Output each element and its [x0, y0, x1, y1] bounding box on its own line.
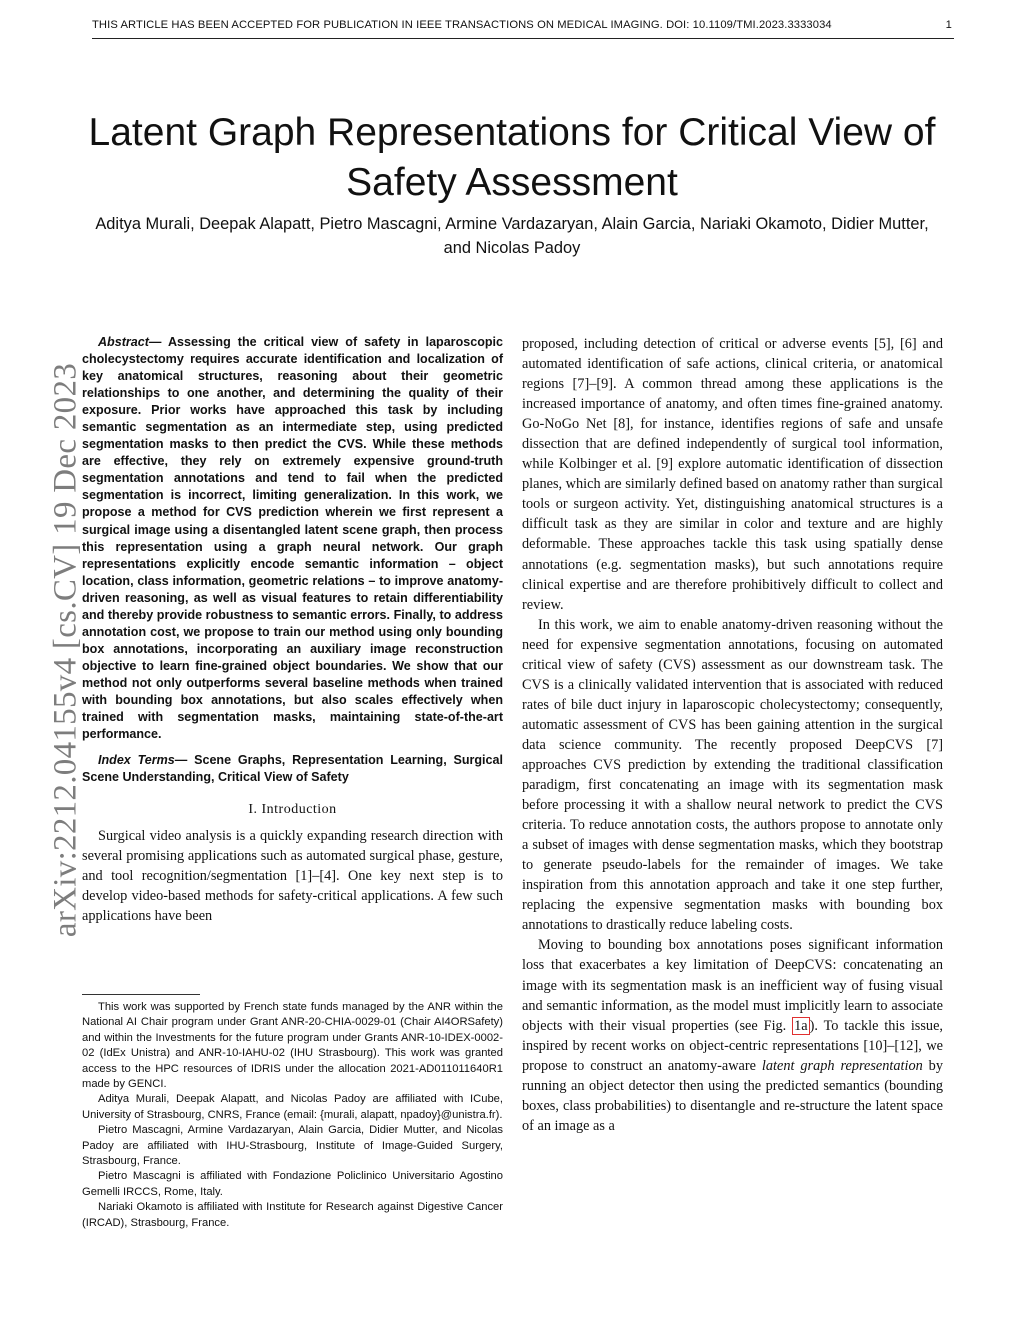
- footnote-affiliation-ircad: Nariaki Okamoto is affiliated with Institute for Research against Digestive Cancer (IRCAD), Strasbourg, France.: [82, 1201, 503, 1229]
- right-column: [522, 334, 943, 1136]
- p3-text-1: Moving to bounding box annotations poses significant information loss that exacerbates a key limitation of DeepCVS: concatenating an image with its segmentation mask is an inefficient way of fusing visual and semantic information, as the model must implicitly learn to associate objects with their visual properties (see Fig.: [522, 937, 943, 1034]
- body-paragraph-2: In this work, we aim to enable anatomy-driven reasoning without the need for expensive segmentation annotations, focusing on automated critical view of safety (CVS) assessment as our downstream task. The CVS is a clinically validated intervention that is associated with reduced rates of bile duct injury in laparoscopic cholecystectomy; consequently, automatic assessment of CVS has been gaining attention in the surgical data science community. The recently proposed DeepCVS [7] approaches CVS prediction by extending the traditional classification paradigm, first concatenating an image with its segmentation mask before processing it with a shallow neural network to predict the CVS criteria. To reduce annotation costs, the authors propose to annotate only a subset of images with dense segmentation masks, which they bootstrap to generate pseudo-labels for the remainder of images. We take inspiration from this annotation approach and take it one step further, replacing the expensive segmentation masks with bounding box annotations to drastically reduce labeling costs.: [522, 616, 943, 934]
- figure-link[interactable]: 1a: [794, 1017, 808, 1034]
- intro-paragraph: Surgical video analysis is a quickly expanding research direction with several promising applications such as automated surgical phase, gesture, and tool recognition/segmentation [1]–[4]. One key next step is to develop video-based methods for safety-critical applications. A few such applications have been: [82, 828, 503, 925]
- footnotes: [82, 1000, 503, 1231]
- p3-text-3: by running an object detector then using the predicted semantics (bounding boxes, class probabilities) to disentangle and re-structure the latent space of an image as a: [522, 1057, 943, 1134]
- author-list: Aditya Murali, Deepak Alapatt, Pietro Mascagni, Armine Vardazaryan, Alain Garcia, Nariaki Okamoto, Didier Mutter, and Nicolas Padoy: [95, 215, 929, 257]
- footnote-funding: This work was supported by French state funds managed by the ANR within the National AI Chair program under Grant ANR-20-CHIA-0029-01 (Chair AI4ORSafety) and within the Investments for the future program under Grants ANR-10-IDEX-0002-02 (IdEx Unistra) and ANR-10-IAHU-02 (IHU Strasbourg). This work was granted access to the HPC resources of IDRIS under the allocation 2021-AD011011640R1 made by GENCI.: [82, 1001, 503, 1091]
- footnote-affiliation-ihu: Pietro Mascagni, Armine Vardazaryan, Alain Garcia, Didier Mutter, and Nicolas Padoy are affiliated with IHU-Strasbourg, Institute of Image-Guided Surgery, Strasbourg, France.: [82, 1124, 503, 1168]
- body-paragraph-3: [522, 935, 943, 1135]
- header-text: THIS ARTICLE HAS BEEN ACCEPTED FOR PUBLICATION IN IEEE TRANSACTIONS ON MEDICAL IMAGING. DOI: 10.1109/TMI.2023.3333034: [92, 19, 832, 31]
- paper-title: Latent Graph Representations for Critical View of Safety Assessment: [88, 111, 936, 204]
- footnote-affiliation-icube: Aditya Murali, Deepak Alapatt, and Nicolas Padoy are affiliated with ICube, University of Strasbourg, CNRS, France (email: {murali, alapatt, npadoy}@unistra.fr).: [82, 1093, 503, 1121]
- abstract-label: Abstract: [98, 335, 149, 349]
- index-terms-label: Index Terms: [98, 753, 175, 768]
- body-paragraph-1: proposed, including detection of critical or adverse events [5], [6] and automated identification of safe actions, clinical criteria, or anatomical regions [7]–[9]. A common thread among these applications is the increased importance of anatomy, and often times fine-grained anatomy. Go-NoGo Net [8], for instance, identifies regions of safe and unsafe dissection that are defined independently of surgical tool information, while Kolbinger et al. [9] explore automatic identification of dissection planes, which are similarly defined based on anatomy rather than surgical tools or surgeon activity. Yet, distinguishing anatomical structures is a difficult task as they are similar in color and texture and are highly deformable. These approaches tackle this task using spatially dense annotations (e.g. segmentation masks), but such annotations require clinical expertise and are therefore prohibitively difficult to collect and review.: [522, 336, 943, 613]
- index-terms-text: Scene Graphs, Representation Learning, Surgical Scene Understanding, Critical View of Safety: [82, 753, 503, 785]
- footnote-rule: [82, 994, 200, 995]
- p3-text-2: ). To tackle this issue, inspired by recent works on object-centric representations [10]–[12], we propose to construct an anatomy-aware: [522, 1017, 943, 1074]
- page-number: 1: [945, 19, 952, 31]
- abstract: Abstract— Assessing the critical view of safety in laparoscopic cholecystectomy requires accurate identification and localization of key anatomical structures, reasoning about their geometric relationships to one another, and determining the quality of their exposure. Prior works have approached this task by including semantic segmentation as an intermediate step, using predicted segmentation masks to then predict the CVS. While these methods are effective, they rely on extremely expensive ground-truth segmentation annotations and tend to fail when the predicted segmentation is incorrect, limiting generalization. In this work, we propose a method for CVS prediction wherein we first represent a surgical image using a disentangled latent scene graph, then process this representation using a graph neural network. Our graph representations explicitly encode semantic information – object location, class information, geometric relations – to improve anatomy-driven reasoning, as well as visual features to retain differentiability and thereby provide robustness to semantic errors. Finally, to address annotation cost, we propose to train our method using only bounding box annotations, incorporating an auxiliary image reconstruction objective to learn fine-grained object boundaries. We show that our method not only outperforms several baseline methods when trained with bounding box annotations, but also scales effectively when trained with segmentation masks, maintaining state-of-the-art performance.: [82, 335, 503, 742]
- running-header: [92, 16, 954, 39]
- p3-emphasis: latent graph representation: [761, 1057, 923, 1074]
- abstract-text: Assessing the critical view of safety in laparoscopic cholecystectomy requires accurate identification and localization of key anatomical structures, reasoning about their geometric relationships to one another, and determining the quality of their exposure. Prior works have approached this task by including semantic segmentation as an intermediate step, using predicted segmentation masks to then predict the CVS. While these methods are effective, they rely on extremely expensive ground-truth segmentation annotations and tend to fail when the predicted segmentation is incorrect, limiting generalization. In this work, we propose a method for CVS prediction wherein we first represent a surgical image using a disentangled latent scene graph, then process this representation using a graph neural network. Our graph representations explicitly encode semantic information – object location, class information, geometric relations – to improve anatomy-driven reasoning, as well as visual features to retain differentiability and thereby provide robustness to semantic errors. Finally, to address annotation cost, we propose to train our method using only bounding box annotations, incorporating an auxiliary image reconstruction objective to learn fine-grained object boundaries. We show that our method not only outperforms several baseline methods when trained with bounding box annotations, but also scales effectively when trained with segmentation masks, maintaining state-of-the-art performance.: [82, 335, 503, 742]
- arxiv-stamp: arXiv:2212.04155v4 [cs.CV] 19 Dec 2023: [47, 362, 84, 938]
- footnote-affiliation-gemelli: Pietro Mascagni is affiliated with Fondazione Policlinico Universitario Agostino Gemelli IRCCS, Rome, Italy.: [82, 1170, 503, 1198]
- section-heading: I. Introduction: [248, 802, 337, 818]
- index-terms: Index Terms— Scene Graphs, Representation Learning, Surgical Scene Understanding, Critical View of Safety: [82, 753, 503, 785]
- left-column: [82, 334, 503, 926]
